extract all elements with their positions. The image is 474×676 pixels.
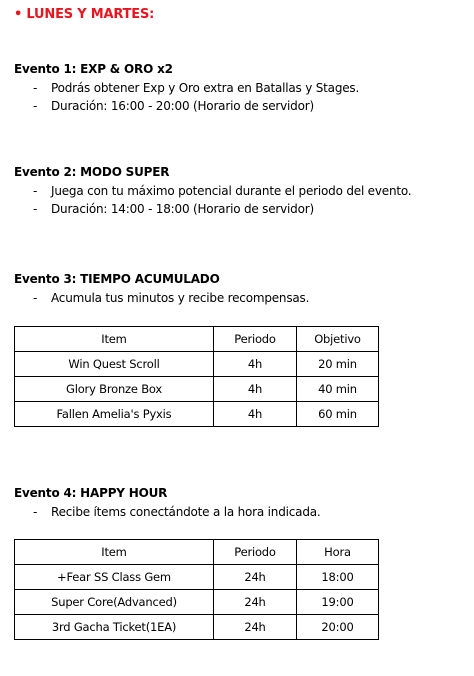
event-bullets: [14, 503, 464, 521]
dash-icon: -: [33, 505, 38, 519]
event-title: Evento 4: HAPPY HOUR: [14, 486, 168, 500]
cell-item: 3rd Gacha Ticket(1EA): [15, 615, 214, 640]
dash-icon: -: [33, 81, 38, 95]
cell-period: 4h: [214, 402, 297, 427]
column-header-hour: Hora: [297, 540, 379, 565]
bullet-item: - Recibe ítems conectándote a la hora indicada.: [33, 505, 321, 519]
event-bullets: [14, 182, 464, 218]
cell-period: 24h: [214, 590, 297, 615]
table-row: [15, 590, 379, 615]
cell-period: 4h: [214, 377, 297, 402]
section-heading: • LUNES Y MARTES:: [14, 7, 155, 22]
table-row: [15, 615, 379, 640]
bullet-item: - Duración: 16:00 - 20:00 (Horario de servidor): [33, 99, 314, 113]
event-3: [14, 271, 464, 307]
event-2: [14, 164, 464, 218]
cell-item: Fallen Amelia's Pyxis: [15, 402, 214, 427]
dash-icon: -: [33, 202, 38, 216]
table-header-row: [15, 540, 379, 565]
column-header-period: Periodo: [214, 327, 297, 352]
bullet-item: - Juega con tu máximo potencial durante el periodo del evento.: [33, 184, 412, 198]
cell-item: Glory Bronze Box: [15, 377, 214, 402]
bullet-item: - Duración: 14:00 - 18:00 (Horario de servidor): [33, 202, 314, 216]
dash-icon: -: [33, 184, 38, 198]
event-4: [14, 485, 464, 521]
table-header-row: [15, 327, 379, 352]
accumulated-time-table: [14, 326, 379, 427]
column-header-goal: Objetivo: [297, 327, 379, 352]
bullet-item: - Podrás obtener Exp y Oro extra en Batallas y Stages.: [33, 81, 360, 95]
happy-hour-table: [14, 539, 379, 640]
table-row: [15, 377, 379, 402]
column-header-item: Item: [15, 327, 214, 352]
cell-hour: 20:00: [297, 615, 379, 640]
event-title: Evento 3: TIEMPO ACUMULADO: [14, 272, 220, 286]
cell-period: 24h: [214, 565, 297, 590]
cell-hour: 18:00: [297, 565, 379, 590]
cell-item: +Fear SS Class Gem: [15, 565, 214, 590]
table-row: [15, 352, 379, 377]
event-title: Evento 2: MODO SUPER: [14, 165, 170, 179]
event-bullets: [14, 289, 464, 307]
cell-hour: 19:00: [297, 590, 379, 615]
column-header-item: Item: [15, 540, 214, 565]
event-1: [14, 61, 464, 115]
dash-icon: -: [33, 99, 38, 113]
dash-icon: -: [33, 291, 38, 305]
bullet-item: - Acumula tus minutos y recibe recompensas.: [33, 291, 310, 305]
event-bullets: [14, 79, 464, 115]
cell-period: 4h: [214, 352, 297, 377]
cell-period: 24h: [214, 615, 297, 640]
cell-goal: 40 min: [297, 377, 379, 402]
event-title: Evento 1: EXP & ORO x2: [14, 62, 173, 76]
table-row: [15, 565, 379, 590]
cell-item: Super Core(Advanced): [15, 590, 214, 615]
cell-goal: 60 min: [297, 402, 379, 427]
cell-goal: 20 min: [297, 352, 379, 377]
table-row: [15, 402, 379, 427]
column-header-period: Periodo: [214, 540, 297, 565]
cell-item: Win Quest Scroll: [15, 352, 214, 377]
